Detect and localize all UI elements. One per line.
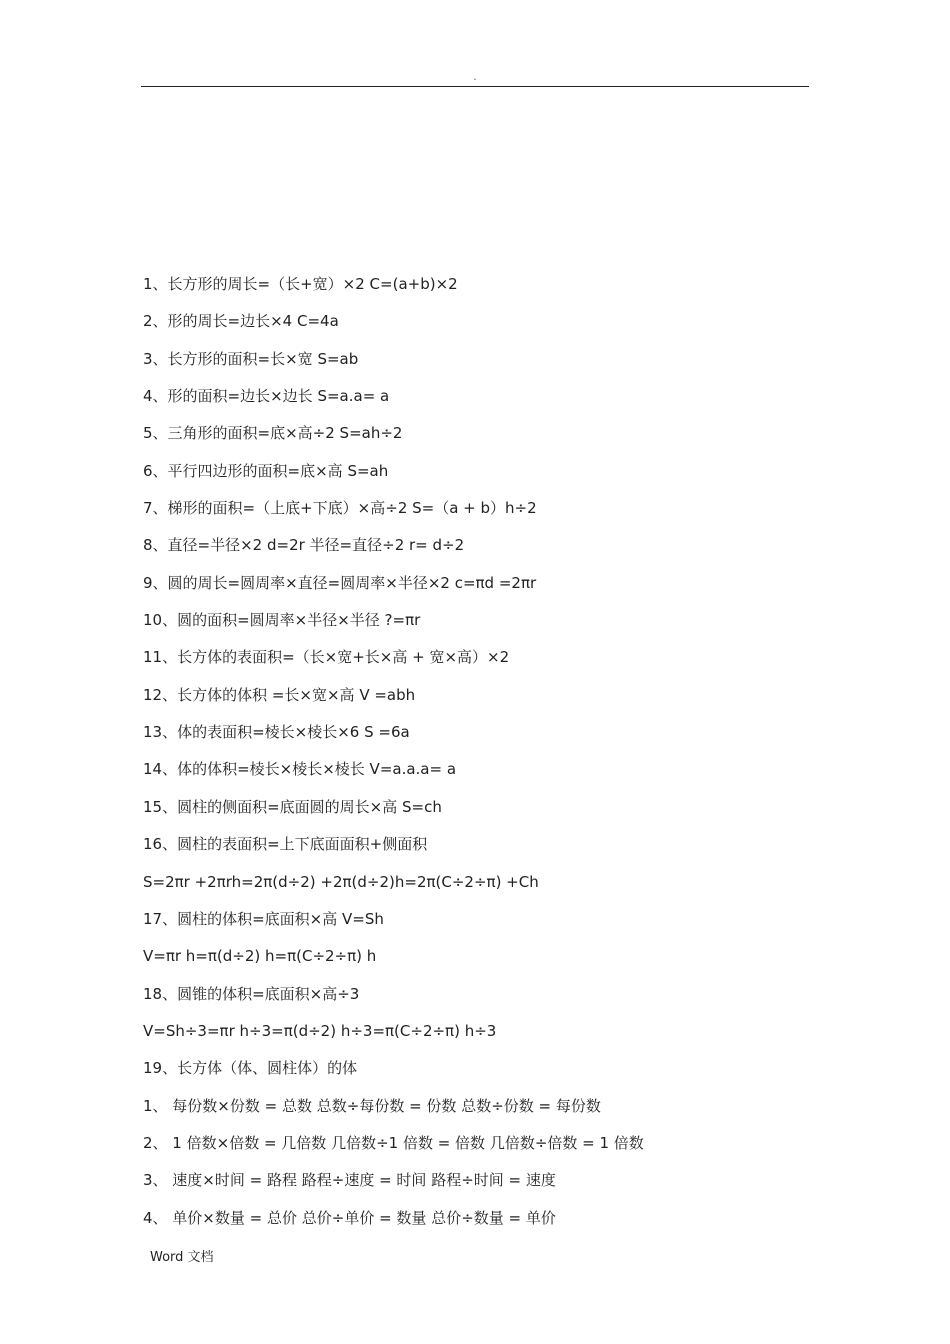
formula-line: 4、 单价×数量 = 总价 总价÷单价 = 数量 总价÷数量 = 单价 [143, 1208, 556, 1227]
formula-line: 2、 1 倍数×倍数 = 几倍数 几倍数÷1 倍数 = 倍数 几倍数÷倍数 = 1 倍数 [143, 1133, 644, 1152]
formula-line: 17、圆柱的体积=底面积×高 V=Sh [143, 909, 384, 928]
formula-line: 15、圆柱的侧面积=底面圆的周长×高 S=ch [143, 797, 442, 816]
formula-line: 10、圆的面积=圆周率×半径×半径 ?=πr [143, 611, 421, 630]
formula-line: 18、圆锥的体积=底面积×高÷3 [143, 984, 360, 1003]
formula-line: 16、圆柱的表面积=上下底面面积+侧面积 [143, 835, 428, 854]
header-dot: . [473, 72, 477, 83]
formula-line: 6、平行四边形的面积=底×高 S=ah [143, 461, 389, 480]
formula-line: 13、体的表面积=棱长×棱长×6 S =6a [143, 723, 410, 742]
formula-line: 9、圆的周长=圆周率×直径=圆周率×半径×2 c=πd =2πr [143, 573, 537, 592]
formula-line: 14、体的体积=棱长×棱长×棱长 V=a.a.a= a [143, 760, 457, 779]
formula-line: V=Sh÷3=πr h÷3=π(d÷2) h÷3=π(C÷2÷π) h÷3 [143, 1021, 497, 1040]
formula-line: 4、形的面积=边长×边长 S=a.a= a [143, 387, 390, 406]
formula-line: V=πr h=π(d÷2) h=π(C÷2÷π) h [143, 947, 377, 966]
formula-line: 1、长方形的周长=（长+宽）×2 C=(a+b)×2 [143, 275, 458, 293]
formula-line: S=2πr +2πrh=2π(d÷2) +2π(d÷2)h=2π(C÷2÷π) +Ch [143, 872, 539, 891]
formula-line: 2、形的周长=边长×4 C=4a [143, 312, 339, 331]
formula-line: 3、长方形的面积=长×宽 S=ab [143, 349, 359, 368]
formula-list [143, 272, 823, 1243]
formula-line: 7、梯形的面积=（上底+下底）×高÷2 S=（a + b）h÷2 [143, 499, 537, 518]
footer-label: Word 文档 [150, 1250, 214, 1265]
formula-line: 5、三角形的面积=底×高÷2 S=ah÷2 [143, 424, 403, 443]
formula-line: 1、 每份数×份数 = 总数 总数÷每份数 = 份数 总数÷份数 = 每份数 [143, 1096, 601, 1115]
formula-line: 3、 速度×时间 = 路程 路程÷速度 = 时间 路程÷时间 = 速度 [143, 1171, 556, 1190]
formula-line: 8、直径=半径×2 d=2r 半径=直径÷2 r= d÷2 [143, 536, 465, 555]
formula-line: 11、长方体的表面积=（长×宽+长×高 + 宽×高）×2 [143, 648, 510, 667]
header-rule [141, 86, 809, 87]
formula-line: 12、长方体的体积 =长×宽×高 V =abh [143, 685, 416, 704]
formula-line: 19、长方体（体、圆柱体）的体 [143, 1059, 358, 1078]
